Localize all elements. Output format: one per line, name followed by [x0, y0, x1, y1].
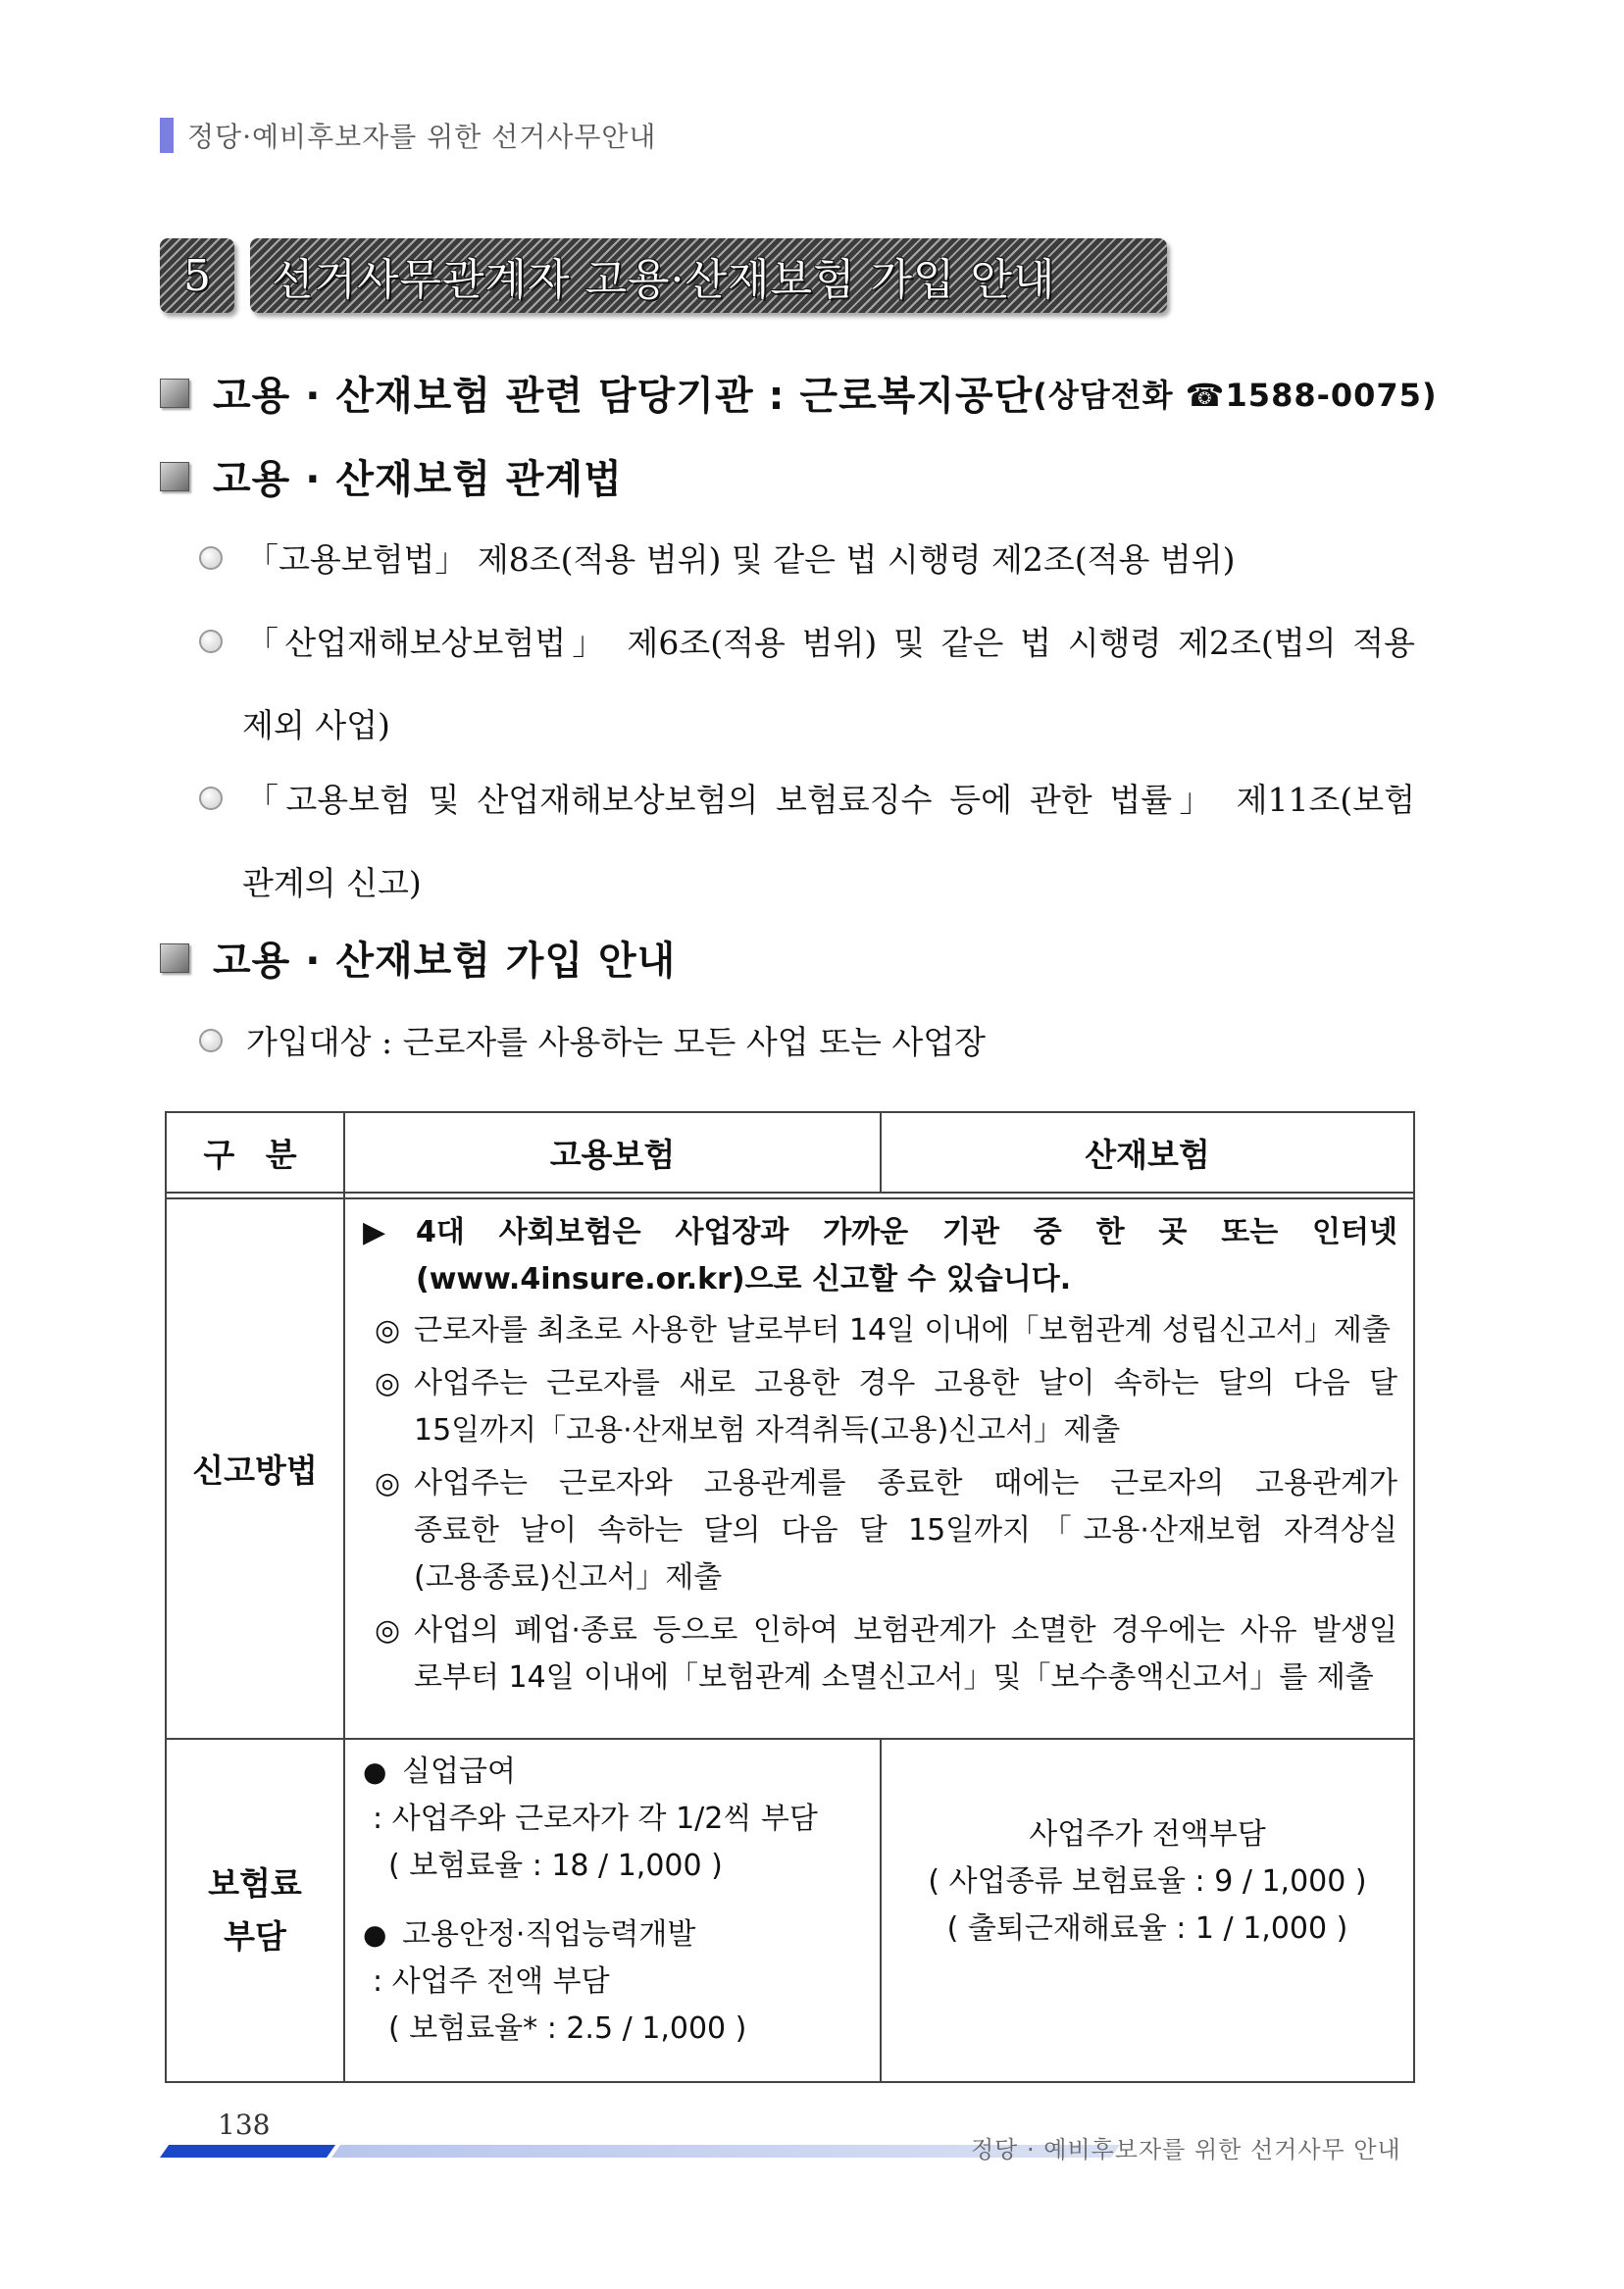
- table-divider: [167, 1738, 1413, 1740]
- premium-industrial-line3: ( 출퇴근재해료율 : 1 / 1,000 ): [946, 1911, 1348, 1946]
- double-circle-icon: ◎: [375, 1313, 401, 1348]
- double-circle-icon: ◎: [375, 1613, 401, 1648]
- law-item-continuation: 관계의 신고): [242, 864, 422, 902]
- law-item: [199, 618, 1415, 664]
- report-online-line2: (www.4insure.or.kr)으로 신고할 수 있습니다.: [416, 1262, 1072, 1297]
- bullet-dot-icon: ●: [363, 1918, 387, 1951]
- heading-laws: [160, 448, 623, 504]
- double-circle-icon: ◎: [375, 1466, 401, 1501]
- header-accent-bar: [160, 118, 174, 153]
- report-item-line: 사업주는 근로자와 고용관계를 종료한 때에는 근로자의 고용관계가: [414, 1466, 1397, 1501]
- law-item-continuation: 제외 사업): [242, 706, 390, 744]
- table-divider: [167, 1197, 1413, 1199]
- premium-item-rate: ( 보험료율 : 18 / 1,000 ): [388, 1849, 723, 1883]
- premium-item: [363, 1749, 873, 1796]
- insurance-table: [165, 1111, 1415, 2083]
- report-item-line: 종료한 날이 속하는 달의 다음 달 15일까지「고용·산재보험 자격상실: [414, 1513, 1397, 1548]
- report-online-line1: 4대 사회보험은 사업장과 가까운 기관 중 한 곳 또는 인터넷: [416, 1215, 1397, 1249]
- premium-item-desc: : 사업주 전액 부담: [373, 1964, 610, 1999]
- report-item-line: 로부터 14일 이내에「보험관계 소멸신고서」및「보수총액신고서」를 제출: [414, 1660, 1374, 1695]
- square-bullet-icon: [160, 943, 189, 973]
- heading-agency: [160, 365, 1438, 421]
- premium-item: [363, 1911, 873, 1958]
- table-header-employment: 고용보험: [549, 1135, 676, 1174]
- page-number: 138: [218, 2109, 271, 2141]
- premium-employment-content: [363, 1749, 873, 2053]
- report-item-line: 15일까지「고용·산재보험 자격취득(고용)신고서」제출: [414, 1413, 1121, 1448]
- law-item-text: 「고용보험법」 제8조(적용 범위) 및 같은 법 시행령 제2조(적용 범위): [246, 540, 1236, 579]
- running-header: [160, 116, 656, 155]
- table-header-category: 구 분: [203, 1135, 307, 1174]
- square-bullet-icon: [160, 379, 189, 408]
- circle-bullet-icon: [199, 630, 223, 653]
- report-item-line: (고용종료)신고서」제출: [414, 1560, 723, 1595]
- table-header-industrial: 산재보험: [1085, 1135, 1210, 1174]
- running-header-title: 정당·예비후보자를 위한 선거사무안내: [187, 121, 657, 153]
- law-item-text: 「고용보험 및 산업재해보상보험의 보험료징수 등에 관한 법률」 제11조(보험: [246, 781, 1415, 819]
- row-label-premium-line2: 부담: [224, 1917, 286, 1956]
- row-label-premium-line1: 보험료: [208, 1864, 302, 1903]
- circle-bullet-icon: [199, 787, 223, 810]
- heading-enrollment-text: 고용 · 산재보험 가입 안내: [213, 939, 677, 984]
- report-item: [363, 1607, 1397, 1702]
- report-item: [363, 1307, 1397, 1354]
- footer-title: 정당 · 예비후보자를 위한 선거사무 안내: [971, 2136, 1401, 2163]
- eligibility-item: [199, 1017, 986, 1063]
- heading-agency-contact: (상담전화 ☎1588-0075): [1033, 376, 1438, 414]
- report-item: [363, 1460, 1397, 1602]
- eligibility-text: 가입대상 : 근로자를 사용하는 모든 사업 또는 사업장: [246, 1023, 986, 1061]
- premium-item-desc: : 사업주와 근로자가 각 1/2씩 부담: [373, 1802, 818, 1836]
- premium-item-title: 실업급여: [402, 1755, 516, 1789]
- premium-industrial-content: [882, 1811, 1413, 1953]
- table-divider: [167, 1192, 1413, 1194]
- circle-bullet-icon: [199, 546, 223, 570]
- footer-bar: [160, 2145, 964, 2158]
- premium-industrial-line1: 사업주가 전액부담: [1029, 1817, 1266, 1852]
- report-item-line: 근로자를 최초로 사용한 날로부터 14일 이내에「보험관계 성립신고서」제출: [414, 1313, 1391, 1348]
- report-online-note: [363, 1209, 1397, 1303]
- report-item: [363, 1360, 1397, 1454]
- report-item-line: 사업의 폐업·종료 등으로 인하여 보험관계가 소멸한 경우에는 사유 발생일: [414, 1613, 1397, 1648]
- law-item: [199, 775, 1415, 821]
- row-label-report: 신고방법: [192, 1451, 318, 1490]
- square-bullet-icon: [160, 462, 189, 491]
- bullet-dot-icon: ●: [363, 1755, 387, 1788]
- law-item: [199, 534, 1235, 581]
- arrow-right-icon: ▶: [363, 1215, 386, 1249]
- report-method-content: [363, 1209, 1397, 1702]
- footer-bar-accent: [160, 2145, 335, 2158]
- section-banner: [160, 238, 1167, 313]
- double-circle-icon: ◎: [375, 1366, 401, 1400]
- premium-item-rate: ( 보험료율* : 2.5 / 1,000 ): [388, 2011, 747, 2046]
- report-item-line: 사업주는 근로자를 새로 고용한 경우 고용한 날이 속하는 달의 다음 달: [414, 1366, 1397, 1400]
- circle-bullet-icon: [199, 1029, 223, 1052]
- row-label-premium: [167, 1740, 343, 2081]
- heading-enrollment: [160, 930, 676, 986]
- section-number: 5: [160, 238, 234, 313]
- heading-laws-text: 고용 · 산재보험 관계법: [213, 457, 623, 502]
- section-title: 선거사무관계자 고용·산재보험 가입 안내: [250, 238, 1167, 313]
- table-divider: [343, 1113, 345, 2081]
- premium-industrial-line2: ( 사업종류 보험료율 : 9 / 1,000 ): [928, 1864, 1367, 1899]
- premium-item-title: 고용안정·직업능력개발: [402, 1917, 696, 1952]
- heading-agency-text: 고용 · 산재보험 관련 담당기관 : 근로복지공단: [213, 374, 1034, 419]
- law-item-text: 「산업재해보상보험법」 제6조(적용 범위) 및 같은 법 시행령 제2조(법의 적용: [246, 624, 1415, 662]
